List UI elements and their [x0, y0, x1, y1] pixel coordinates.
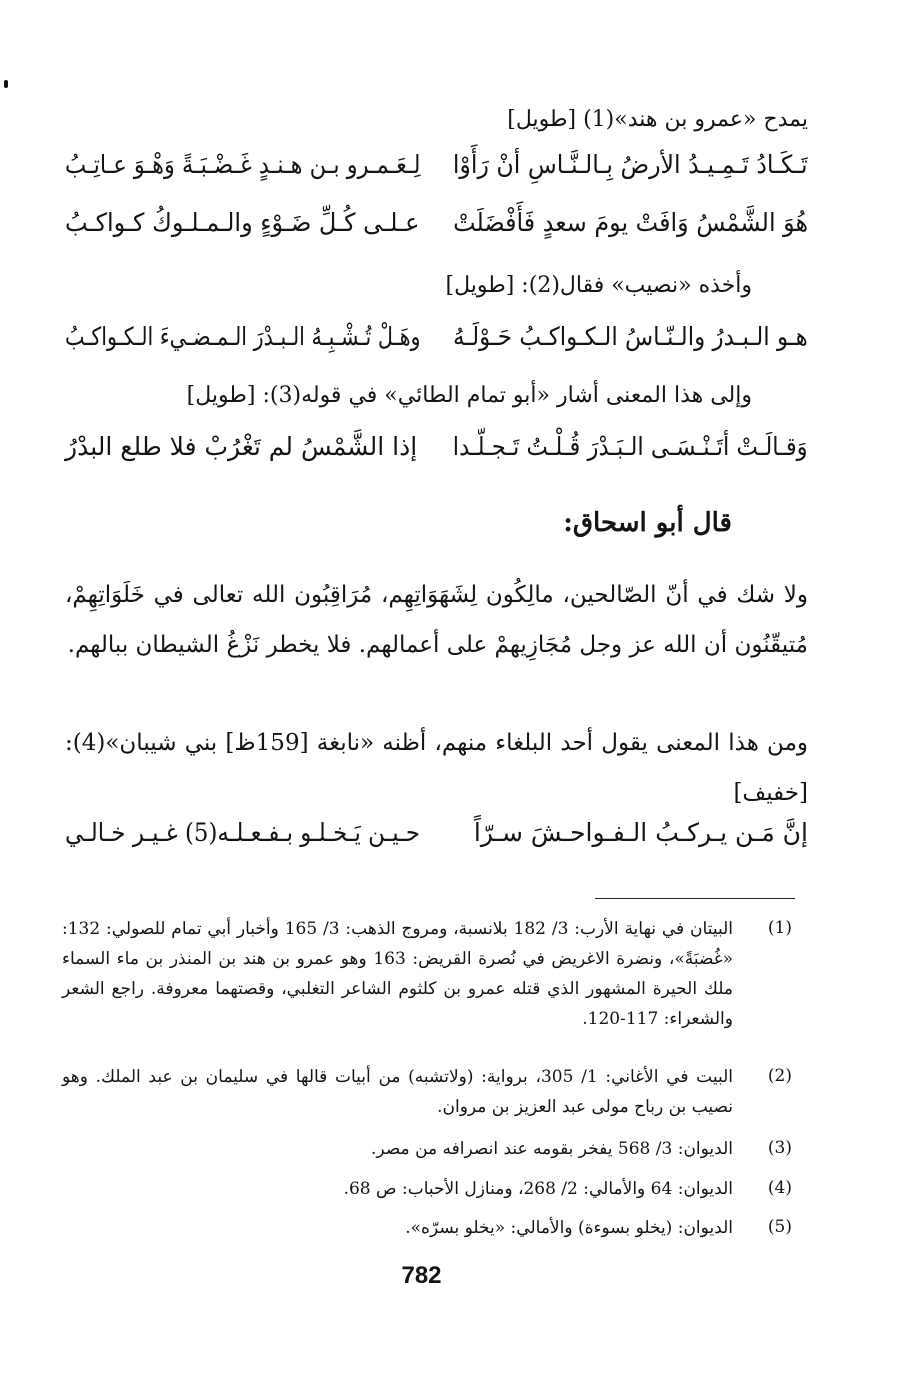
- intro-line-3: وإلى هذا المعنى أشار «أبو تمام الطائي» في قوله(3): [طويل]: [186, 383, 752, 408]
- verse-2-second-hemistich: عـلـى كُـلِّ ضَـوْءٍ والـمـلـوكُ كـواكـبُ: [65, 208, 420, 237]
- verse-1-first-hemistich: تَـكَـادُ تَـمِـيـدُ الأرضُ بِـالـنَّـاسِ أنْ رَأَوْا: [453, 150, 808, 179]
- verse-4-second-hemistich: إذا الشَّمْسُ لم تَغْرُبْ فلا طلع البدْرُ: [65, 432, 418, 461]
- intro-line-1: يمدح «عمرو بن هند»(1) [طويل]: [507, 107, 808, 132]
- footnote-5-text: الديوان: (يخلو بسوءة) والأمالي: «يخلو بسرّه».: [405, 1218, 733, 1238]
- verse-5-second-hemistich: حـيـن يَـخـلـو بـفـعـلـه(5) غـيـر خـالـي: [65, 818, 421, 847]
- scan-mark: [4, 80, 8, 88]
- paragraph-1: ولا شك في أنّ الصّالحين، مالِكُون لِشَهَوَاتِهِم، مُرَاقِبُون الله تعالى في خَلَوَاتِهِمْ، مُتيقّنُون أن الله عز وجل مُجَازِيهمْ على أعمالهم. فلا يخطر نَزْغُ الشيطان ببالهم.: [65, 582, 808, 658]
- footnote-3-number: (3): [767, 1138, 792, 1158]
- section-heading: قال أبو اسحاق:: [563, 508, 732, 538]
- verse-3-first-hemistich: هـو الـبـدرُ والـنّـاسُ الـكـواكـبُ حَـوْلَـهُ: [453, 322, 808, 351]
- footnote-5-number: (5): [767, 1217, 792, 1237]
- footnote-4-text: الديوان: 64 والأمالي: 2/ 268، ومنازل الأحباب: ص 68.: [343, 1179, 733, 1199]
- footnote-divider: [595, 898, 795, 899]
- intro-line-2: وأخذه «نصيب» فقال(2): [طويل]: [445, 273, 752, 298]
- page-number: 782: [401, 1262, 442, 1289]
- footnote-3-text: الديوان: 3/ 568 يفخر بقومه عند انصرافه من مصر.: [371, 1139, 733, 1159]
- paragraph-2: ومن هذا المعنى يقول أحد البلغاء منهم، أظنه «نابغة [159ظ] بني شيبان»(4): [خفيف]: [65, 730, 808, 806]
- verse-3-second-hemistich: وهَـلْ تُـشْـبِـهُ الـبـدْرَ الـمـضـيءَ الـكـواكـبُ: [65, 322, 421, 351]
- footnote-1-text: البيتان في نهاية الأرب: 3/ 182 بلانسبة، ومروج الذهب: 3/ 165 وأخبار أبي تمام للصولي: 132: «غُضبَةً»، ونضرة الاغريض في نُصرة القريض: 163 وهو عمرو بن هند بن المنذر بن ماء السماء ملك الحيرة المشهور الذي قتله عمرو بن كلثوم الشاعر التغلبي، وقصتهما معروفة. راجع الشعر والشعراء: 117-120.: [62, 919, 734, 1029]
- footnote-1-number: (1): [767, 918, 792, 938]
- verse-4-first-hemistich: وَقـالَـتْ أتَـنْـسَـى الـبَـدْرَ قُـلْـتُ تَـجـلّـدا: [453, 432, 808, 461]
- verse-5-first-hemistich: إنَّ مَـن يـركـبُ الـفـواحـشَ سـرّاً: [473, 818, 808, 847]
- verse-1-second-hemistich: لِـعَـمـرو بـن هـنـدٍ غَـضْـبَـةً وَهْـوَ عـاتِـبُ: [65, 150, 421, 179]
- footnote-2-number: (2): [767, 1066, 792, 1086]
- verse-2-first-hemistich: هُوَ الشَّمْسُ وَافَتْ يومَ سعدٍ فَأَفْضَلَتْ: [453, 208, 808, 237]
- footnote-4-number: (4): [767, 1178, 792, 1198]
- footnote-2-text: البيت في الأغاني: 1/ 305، برواية: (ولاتشبه) من أبيات قالها في سليمان بن عبد الملك. وهو نصيب بن رباح مولى عبد العزيز بن مروان.: [62, 1067, 733, 1117]
